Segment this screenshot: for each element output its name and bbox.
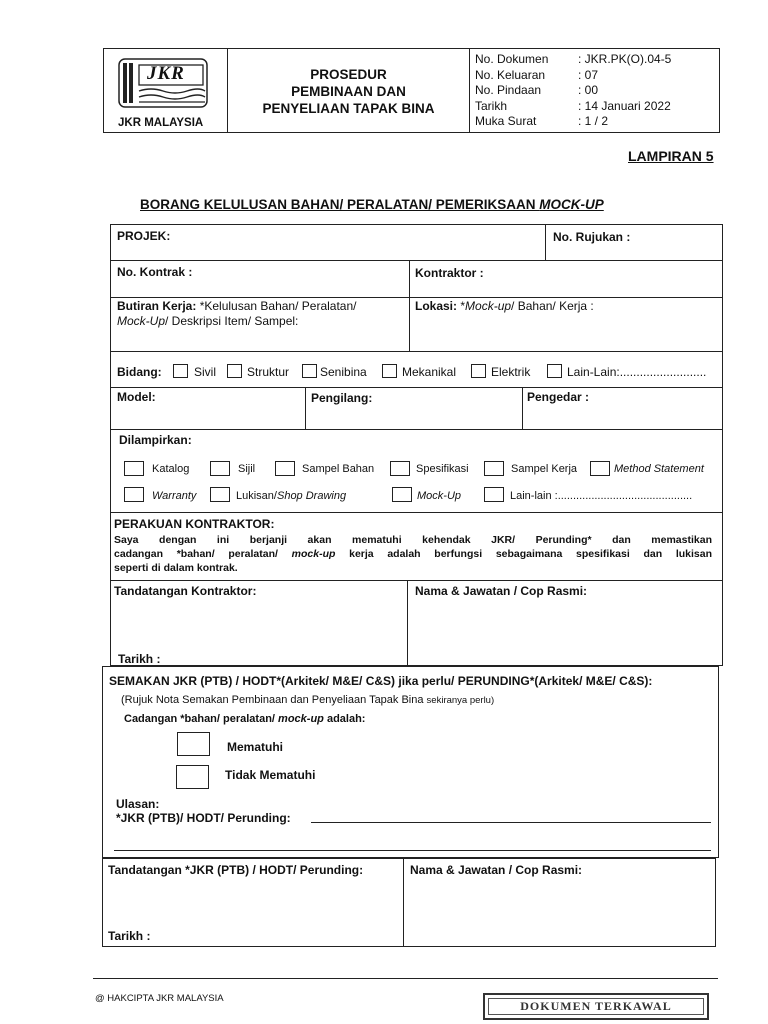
cadangan-a: Cadangan *bahan/ peralatan/ — [124, 713, 279, 725]
lokasi-label: Lokasi: — [415, 299, 458, 313]
attachment-option: Mock-Up — [417, 490, 462, 502]
lukisan-checkbox[interactable] — [210, 487, 230, 502]
meta-label: No. Keluaran — [475, 67, 546, 82]
butiran-text-2: / Deskripsi Item/ Sampel: — [165, 314, 299, 328]
nama-jawatan-jkr-label: Nama & Jawatan / Cop Rasmi: — [410, 863, 583, 877]
meta-value: : 14 Januari 2022 — [578, 98, 671, 113]
stamp-text: DOKUMEN TERKAWAL — [520, 999, 672, 1013]
semakan-note-small: sekiranya perlu) — [426, 695, 495, 706]
tandatangan-kontraktor-label: Tandatangan Kontraktor: — [114, 584, 257, 598]
mematuhi-checkbox[interactable] — [177, 732, 210, 756]
attachment-option: Spesifikasi — [416, 463, 469, 475]
mock-up-checkbox[interactable] — [392, 487, 412, 502]
header-meta — [475, 52, 715, 130]
meta-value: : 07 — [578, 67, 599, 82]
butiran-kerja — [117, 299, 402, 329]
sijil-checkbox[interactable] — [210, 461, 230, 476]
bidang-struktur-checkbox[interactable] — [227, 364, 242, 378]
ulasan-line-2[interactable] — [114, 850, 711, 851]
meta-label: Tarikh — [475, 98, 508, 113]
mematuhi-label: Mematuhi — [227, 740, 284, 754]
katalog-checkbox[interactable] — [124, 461, 144, 476]
perakuan-line-2-italic: mock-up — [291, 548, 336, 560]
semakan-note-main: (Rujuk Nota Semakan Pembinaan dan Penyeliaan Tapak Bina — [121, 694, 427, 706]
controlled-document-stamp — [483, 993, 709, 1020]
bidang-mekanikal-checkbox[interactable] — [382, 364, 397, 378]
footer-divider — [93, 978, 718, 979]
org-name: JKR MALAYSIA — [118, 117, 204, 129]
bidang-option: Lain-Lain:.......................... — [567, 365, 707, 379]
form-title-main: BORANG KELULUSAN BAHAN/ PERALATAN/ PEMERIKSAAN — [140, 197, 540, 212]
meta-value: : 1 / 2 — [578, 114, 609, 128]
nama-jawatan-label: Nama & Jawatan / Cop Rasmi: — [415, 584, 588, 598]
pengedar-label: Pengedar : — [527, 390, 590, 404]
pengilang-label: Pengilang: — [311, 391, 373, 405]
butiran-label: Butiran Kerja: — [117, 299, 197, 313]
bidang-option: Elektrik — [491, 365, 531, 379]
attachment-option: Method Statement — [614, 463, 704, 475]
attachment-option: Lain-lain :............................................ — [510, 490, 693, 502]
tandatangan-jkr-label: Tandatangan *JKR (PTB) / HODT/ Perunding: — [108, 863, 364, 877]
sampel-kerja-checkbox[interactable] — [484, 461, 504, 476]
lokasi-text-1: * — [457, 299, 466, 313]
sampel-bahan-checkbox[interactable] — [275, 461, 295, 476]
logo-text: JKR — [147, 63, 185, 84]
warranty-checkbox[interactable] — [124, 487, 144, 502]
cadangan-b: adalah: — [323, 713, 366, 725]
method-statement-checkbox[interactable] — [590, 461, 610, 476]
lokasi-text-2: / Bahan/ Kerja : — [511, 299, 594, 313]
ulasan-label: Ulasan: — [116, 797, 160, 811]
tidak-mematuhi-label: Tidak Mematuhi — [225, 768, 316, 782]
perakuan-line-2b: kerja adalah berfungsi sebagaimana spesifikasi dan lukisan — [335, 548, 712, 560]
lampiran-label: LAMPIRAN 5 — [628, 148, 714, 164]
form-title — [140, 197, 604, 212]
butiran-mockup: Mock-Up — [117, 314, 166, 328]
spesifikasi-checkbox[interactable] — [390, 461, 410, 476]
meta-value: : JKR.PK(O).04-5 — [578, 52, 672, 66]
title-line-2: PEMBINAAN DAN — [291, 84, 406, 99]
bidang-lain-lain-checkbox[interactable] — [547, 364, 562, 378]
bidang-option: Sivil — [194, 365, 217, 379]
bidang-option: Mekanikal — [402, 365, 457, 379]
title-line-1: PROSEDUR — [310, 67, 387, 82]
perakuan-line-3: seperti di dalam kontrak. — [114, 562, 238, 574]
bidang-sivil-checkbox[interactable] — [173, 364, 188, 378]
bidang-senibina-checkbox[interactable] — [302, 364, 317, 378]
projek-label: PROJEK: — [117, 229, 171, 243]
meta-label: No. Pindaan — [475, 83, 542, 97]
attachment-option: Sampel Bahan — [302, 463, 375, 475]
attachment-option: Warranty — [152, 490, 197, 502]
attachment-option: Sijil — [238, 463, 256, 475]
dilampirkan-label: Dilampirkan: — [119, 433, 192, 447]
shop-drawing-label: Shop Drawing — [276, 490, 347, 502]
cadangan-italic: mock-up — [278, 713, 324, 725]
form-title-italic: MOCK-UP — [539, 197, 604, 212]
lokasi-mockup: Mock-up — [465, 299, 512, 313]
perakuan-line-1: Saya dengan ini berjanji akan mematuhi kehendak JKR/ Perunding* dan memastikan — [114, 534, 712, 546]
cadangan-text — [124, 713, 365, 725]
ulasan-line[interactable] — [311, 822, 711, 823]
kontraktor-label: Kontraktor : — [415, 266, 484, 280]
butiran-text-1: *Kelulusan Bahan/ Peralatan/ — [196, 299, 357, 313]
semakan-note — [121, 694, 494, 706]
bidang-elektrik-checkbox[interactable] — [471, 364, 486, 378]
ulasan-by-label: *JKR (PTB)/ HODT/ Perunding: — [116, 811, 291, 825]
tarikh-jkr-label: Tarikh : — [108, 929, 151, 943]
tidak-mematuhi-checkbox[interactable] — [176, 765, 209, 789]
jkr-logo — [117, 57, 209, 109]
tarikh-label: Tarikh : — [118, 652, 161, 666]
attachment-option: Sampel Kerja — [511, 463, 578, 475]
no-rujukan-label: No. Rujukan : — [553, 230, 631, 244]
title-line-3: PENYELIAAN TAPAK BINA — [262, 101, 435, 116]
copyright: @ HAKCIPTA JKR MALAYSIA — [95, 993, 224, 1004]
attachment-option — [236, 490, 346, 502]
lokasi — [415, 299, 594, 313]
lukisan-label: Lukisan/ — [236, 490, 277, 502]
attachment-option: Katalog — [152, 463, 190, 475]
meta-value: : 00 — [578, 83, 599, 97]
perakuan-line-2 — [114, 547, 712, 561]
perakuan-text — [114, 533, 712, 575]
bidang-option: Senibina — [320, 365, 367, 379]
meta-label: Muka Surat — [475, 114, 537, 128]
lain-lain-checkbox[interactable] — [484, 487, 504, 502]
model-label: Model: — [117, 390, 156, 404]
semakan-title: SEMAKAN JKR (PTB) / HODT*(Arkitek/ M&E/ C&S) jika perlu/ PERUNDING*(Arkitek/ M&E/ C&S): — [109, 674, 653, 688]
header-title — [228, 66, 469, 117]
perakuan-line-2a: cadangan *bahan/ peralatan/ — [114, 548, 292, 560]
bidang-option: Struktur — [247, 365, 290, 379]
bidang-label: Bidang: — [117, 365, 162, 379]
no-kontrak-label: No. Kontrak : — [117, 265, 193, 279]
meta-label: No. Dokumen — [475, 52, 549, 66]
form-frame — [110, 224, 723, 666]
perakuan-title: PERAKUAN KONTRAKTOR: — [114, 517, 275, 531]
